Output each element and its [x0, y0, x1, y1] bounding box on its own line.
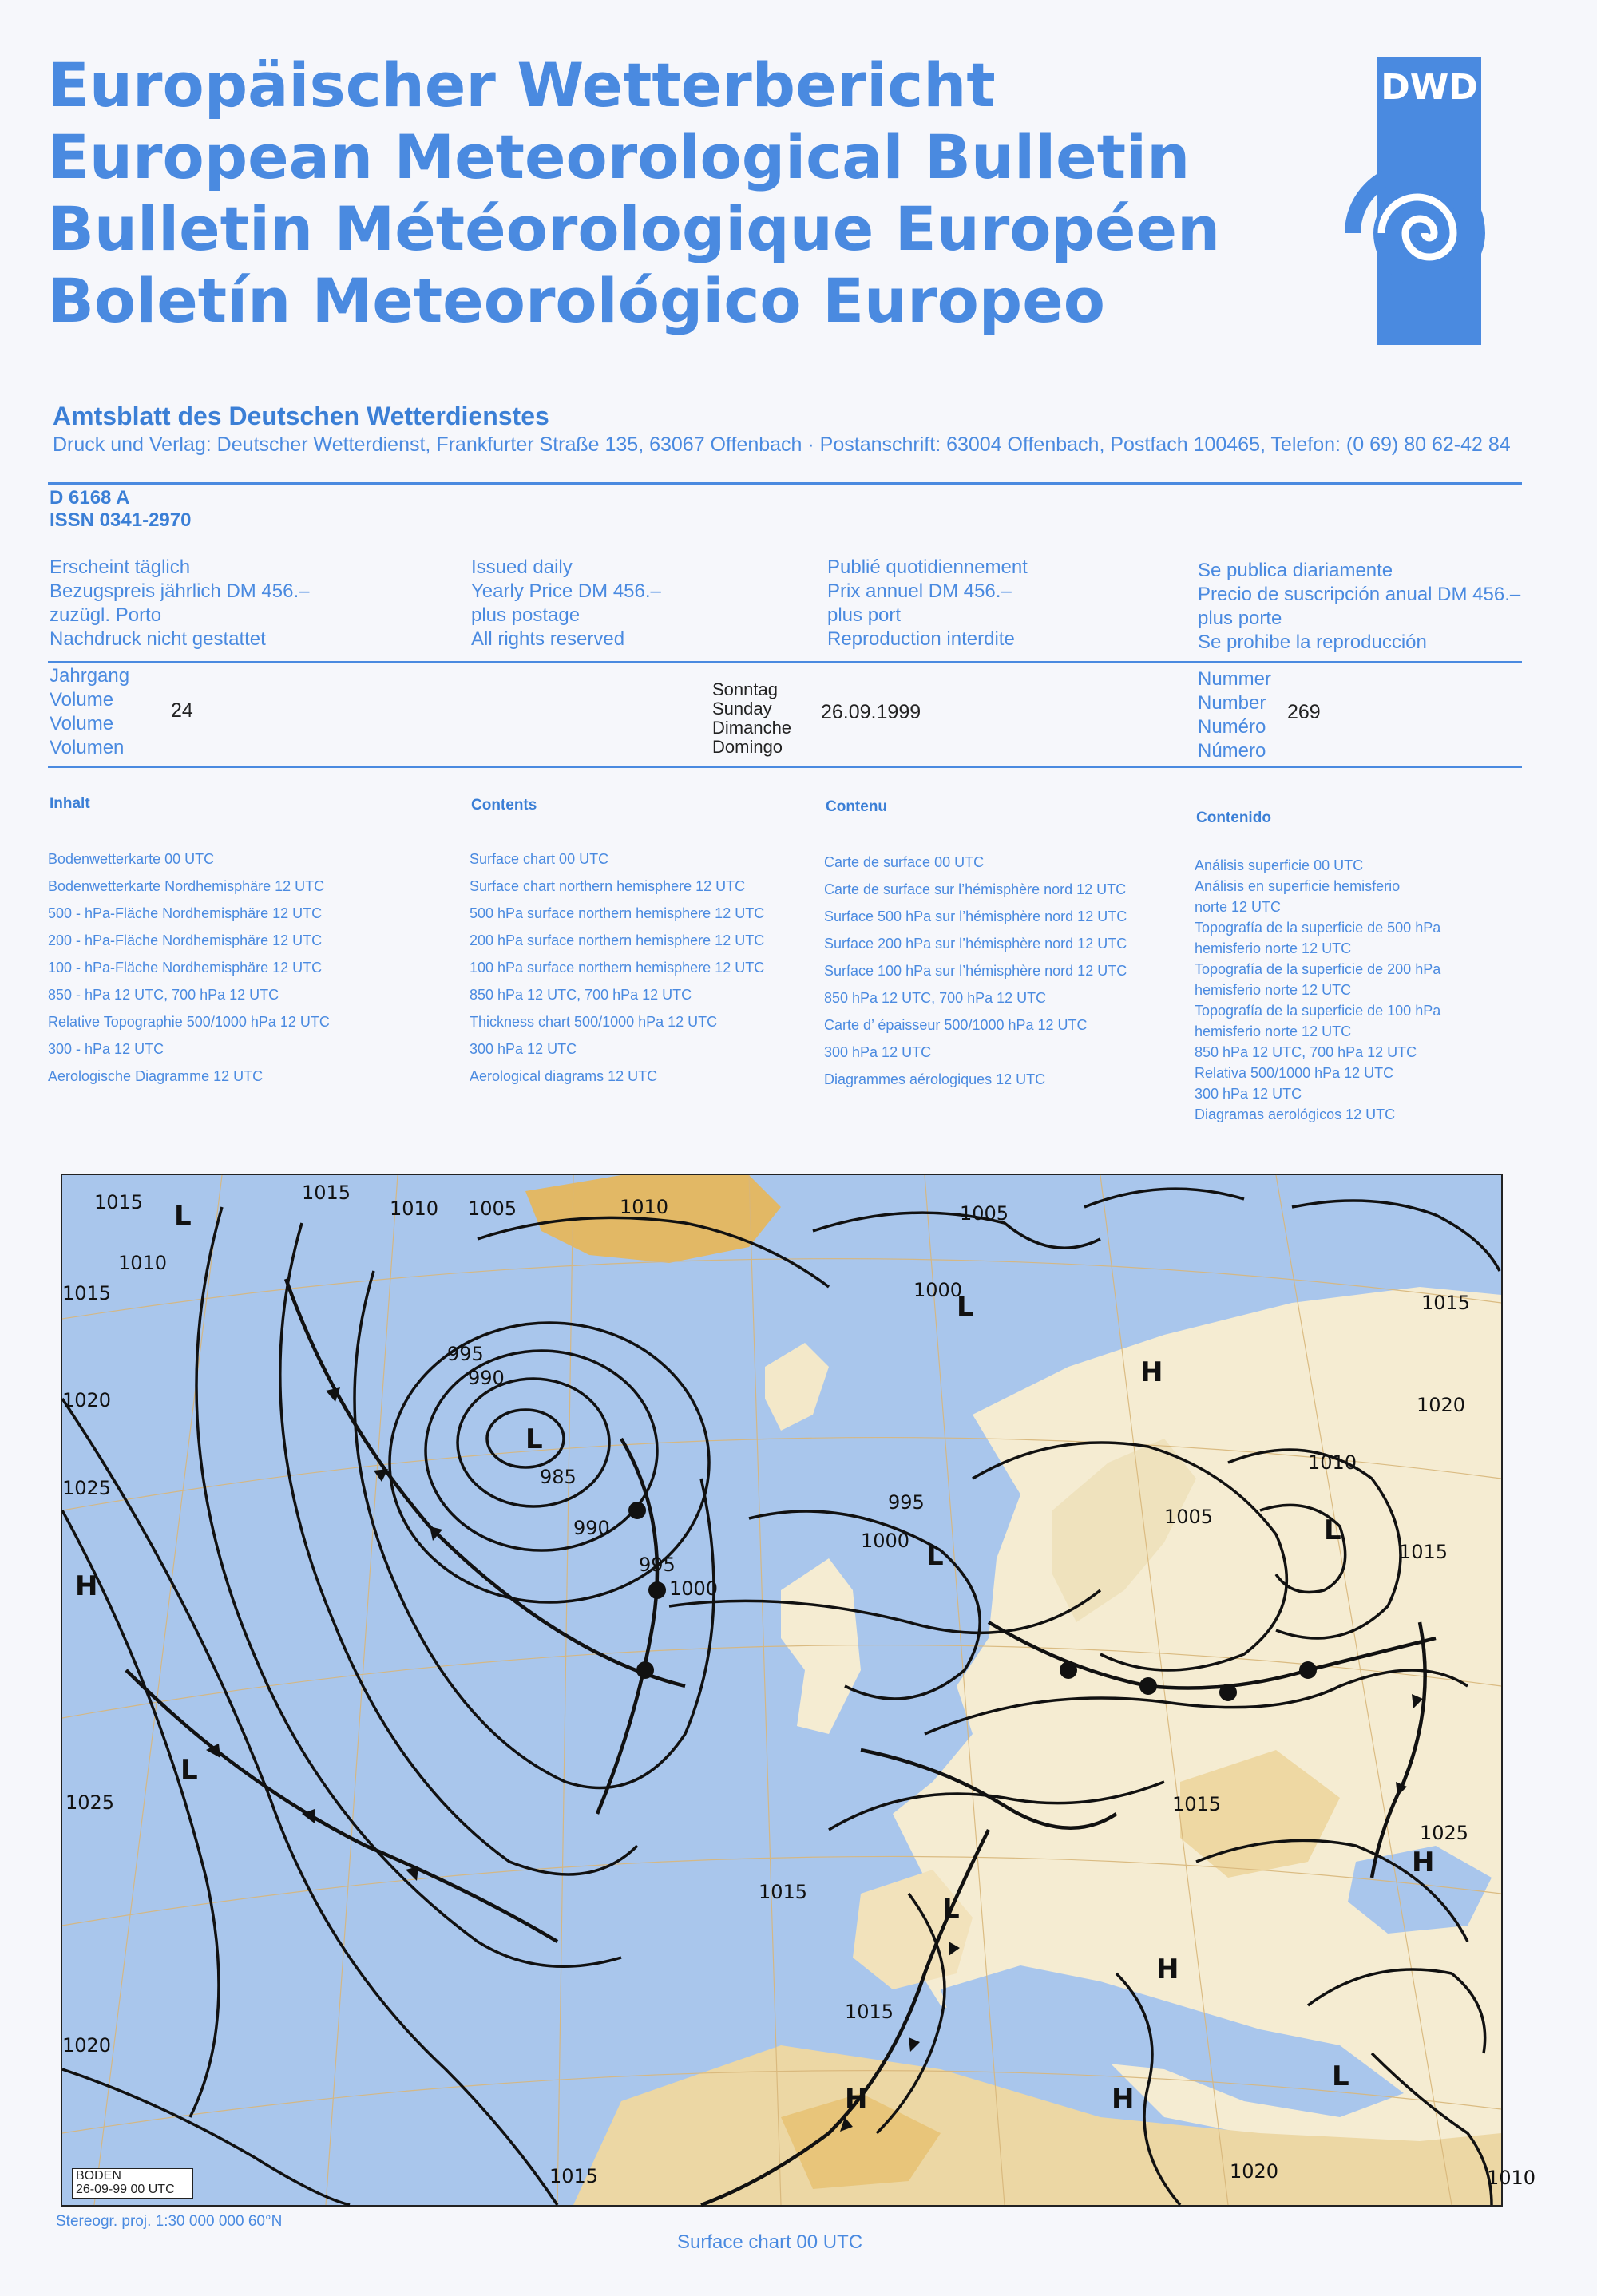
svg-text:1020: 1020: [1230, 2160, 1279, 2183]
svg-text:H: H: [1156, 1954, 1179, 1985]
svg-text:H: H: [75, 1570, 98, 1602]
svg-text:L: L: [957, 1291, 974, 1323]
svg-text:H: H: [1140, 1356, 1163, 1388]
contents-list-english: Surface chart 00 UTC Surface chart northern hemisphere 12 UTC 500 hPa surface northern hemisphere 12 UTC 200 hPa surface northern hemisphere 12 UTC 100 hPa surface northern hemisphere 12 UTC 850 hPa 12 UTC, 700 hPa 12 UTC Thickness chart 500/1000 hPa 12 UTC 300 hPa 12 UTC Aerological diagrams 12 UTC: [470, 851, 765, 1084]
publisher-address: Druck und Verlag: Deutscher Wetterdienst, Frankfurter Straße 135, 63067 Offenbach · Postanschrift: 63004 Offenbach, Postfach 100465, Telefon: (0 69) 80 62-42 84: [53, 433, 1511, 456]
svg-text:1020: 1020: [1417, 1394, 1466, 1416]
svg-text:1025: 1025: [1420, 1822, 1469, 1844]
svg-text:L: L: [1324, 1514, 1341, 1546]
number-labels: Nummer Number Numéro Número: [1198, 668, 1272, 762]
volume-value: 24: [171, 699, 193, 722]
svg-text:1000: 1000: [913, 1279, 963, 1301]
svg-text:1000: 1000: [861, 1530, 910, 1552]
svg-text:L: L: [174, 1200, 192, 1232]
contents-heading-english: Contents: [471, 797, 537, 813]
map-drawing: [62, 1175, 1536, 2205]
svg-text:1010: 1010: [390, 1197, 439, 1220]
surface-weather-map: [61, 1174, 1536, 2207]
svg-text:1010: 1010: [1308, 1451, 1357, 1474]
pricing-english: Issued daily Yearly Price DM 456.– plus postage All rights reserved: [471, 556, 661, 650]
title-spanish: Boletín Meteorológico Europeo: [48, 265, 1105, 336]
divider: [48, 766, 1522, 768]
svg-text:1005: 1005: [960, 1202, 1009, 1225]
svg-text:L: L: [1332, 2060, 1349, 2092]
svg-text:985: 985: [540, 1466, 577, 1488]
svg-text:1000: 1000: [669, 1578, 719, 1600]
divider: [48, 482, 1522, 485]
svg-text:1015: 1015: [1421, 1292, 1471, 1314]
contents-heading-spanish: Contenido: [1196, 810, 1271, 826]
svg-text:1015: 1015: [62, 1282, 112, 1304]
svg-text:1015: 1015: [549, 2165, 599, 2187]
svg-text:L: L: [926, 1540, 944, 1572]
svg-text:1005: 1005: [468, 1197, 517, 1220]
contents-heading-german: Inhalt: [50, 795, 90, 812]
svg-text:1020: 1020: [62, 2034, 112, 2057]
svg-text:1005: 1005: [1164, 1506, 1214, 1528]
dwd-logo: [1298, 57, 1537, 345]
publication-code: D 6168 A: [50, 487, 130, 509]
weekday-labels: Sonntag Sunday Dimanche Domingo: [712, 679, 792, 757]
volume-labels: Jahrgang Volume Volume Volumen: [50, 665, 130, 758]
contents-list-german: Bodenwetterkarte 00 UTC Bodenwetterkarte Nordhemisphäre 12 UTC 500 - hPa-Fläche Nordhemisphäre 12 UTC 200 - hPa-Fläche Nordhemisphäre 12 UTC 100 - hPa-Fläche Nordhemisphäre 12 UTC 850 - hPa 12 UTC, 700 hPa 12 UTC Relative Topographie 500/1000 hPa 12 UTC 300 - hPa 12 UTC Aerologische Diagramme 12 UTC: [48, 851, 330, 1084]
svg-text:1015: 1015: [1172, 1793, 1222, 1815]
contents-list-french: Carte de surface 00 UTC Carte de surface sur l’hémisphère nord 12 UTC Surface 500 hPa sur l’hémisphère nord 12 UTC Surface 200 hPa sur l’hémisphère nord 12 UTC Surface 100 hPa sur l’hémisphère nord 12 UTC 850 hPa 12 UTC, 700 hPa 12 UTC Carte d’ épaisseur 500/1000 hPa 12 UTC 300 hPa 12 UTC Diagrammes aérologiques 12 UTC: [824, 854, 1127, 1087]
issn: ISSN 0341-2970: [50, 509, 192, 531]
title-german: Europäischer Wetterbericht: [48, 49, 996, 121]
svg-text:990: 990: [468, 1367, 505, 1389]
svg-text:1020: 1020: [62, 1389, 112, 1411]
svg-text:L: L: [525, 1423, 543, 1455]
divider: [48, 661, 1522, 663]
svg-text:1025: 1025: [65, 1791, 115, 1814]
official-journal-title: Amtsblatt des Deutschen Wetterdienstes: [53, 402, 549, 430]
svg-text:1010: 1010: [118, 1252, 168, 1274]
issue-date: 26.09.1999: [821, 701, 921, 723]
svg-text:L: L: [180, 1754, 198, 1786]
svg-text:1025: 1025: [62, 1477, 112, 1499]
svg-text:1015: 1015: [845, 2001, 894, 2023]
pricing-french: Publié quotidiennement Prix annuel DM 456.– plus port Reproduction interdite: [827, 556, 1028, 650]
svg-text:1015: 1015: [1399, 1541, 1448, 1563]
map-projection: Stereogr. proj. 1:30 000 000 60°N: [56, 2213, 283, 2230]
issue-number: 269: [1287, 701, 1321, 723]
chart-stamp: BODEN 26-09-99 00 UTC: [72, 2168, 193, 2199]
svg-text:995: 995: [447, 1343, 484, 1365]
svg-text:995: 995: [639, 1554, 676, 1576]
logo-text: DWD: [1381, 67, 1478, 108]
svg-text:1015: 1015: [759, 1881, 808, 1903]
svg-text:1010: 1010: [620, 1196, 669, 1218]
svg-text:990: 990: [573, 1517, 610, 1539]
title-french: Bulletin Météorologique Européen: [48, 193, 1221, 264]
svg-text:995: 995: [888, 1491, 925, 1514]
svg-text:H: H: [845, 2083, 868, 2115]
map-caption: Surface chart 00 UTC: [677, 2231, 863, 2253]
svg-text:1010: 1010: [1487, 2167, 1536, 2189]
title-english: European Meteorological Bulletin: [48, 121, 1191, 192]
pricing-german: Erscheint täglich Bezugspreis jährlich DM 456.– zuzügl. Porto Nachdruck nicht gestattet: [50, 556, 310, 650]
svg-text:L: L: [942, 1893, 960, 1925]
contents-list-spanish: Análisis superficie 00 UTC Análisis en superficie hemisferio norte 12 UTC Topografía de la superficie de 500 hPa hemisferio norte 12 UTC Topografía de la superficie de 200 hPa hemisferio norte 12 UTC Topografía de la superficie de 100 hPa hemisferio norte 12 UTC 850 hPa 12 UTC, 700 hPa 12 UTC Relativa 500/1000 hPa 12 UTC 300 hPa 12 UTC Diagramas aerológicos 12 UTC: [1195, 857, 1441, 1122]
svg-text:1015: 1015: [302, 1182, 351, 1204]
svg-text:H: H: [1412, 1847, 1435, 1878]
contents-heading-french: Contenu: [826, 798, 888, 815]
pricing-spanish: Se publica diariamente Precio de suscripción anual DM 456.– plus porte Se prohibe la reproducción: [1198, 560, 1521, 653]
svg-text:1015: 1015: [94, 1191, 144, 1213]
svg-text:H: H: [1112, 2083, 1135, 2115]
